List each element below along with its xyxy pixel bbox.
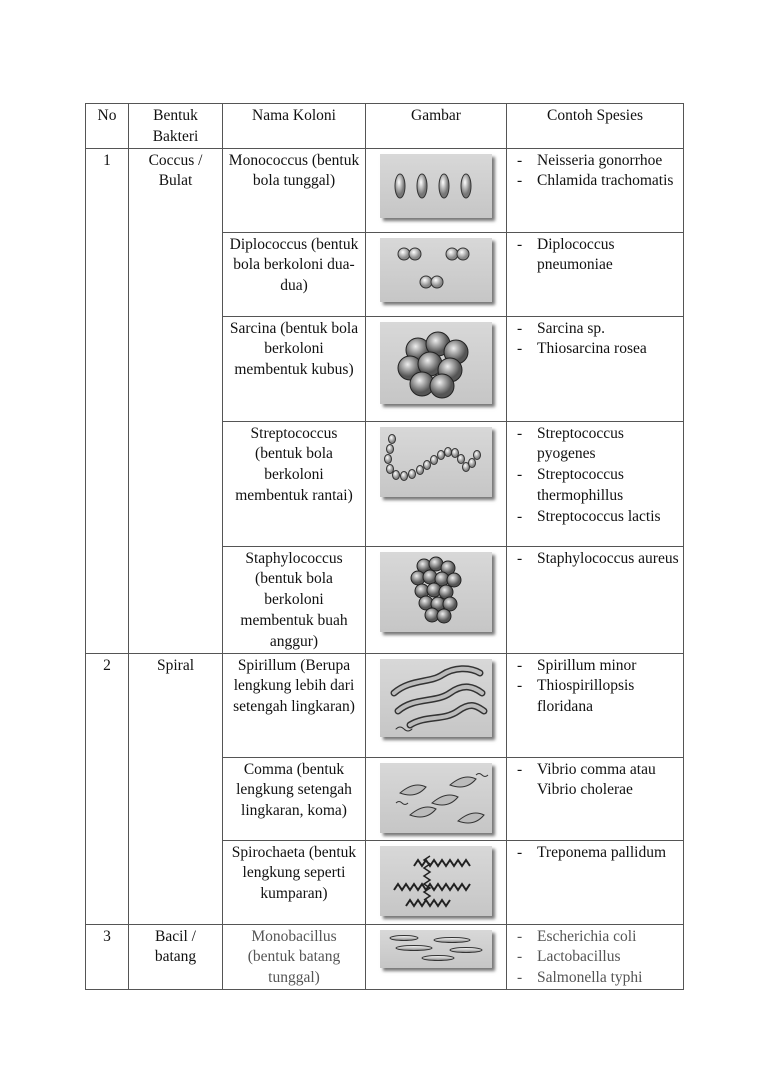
species-cell [507,148,684,232]
species-item: - Neisseria gonorrhoe [511,151,679,172]
row-number: 1 [86,148,129,653]
colony-name: Spirochaeta (bentuk lengkung seperti kumparan) [223,840,366,924]
bacteria-shape: Spiral [129,653,223,924]
bacteria-shape: Bacil / batang [129,924,223,989]
header-no: No [86,104,129,149]
species-item: - Streptococcus lactis [511,507,679,528]
table-row [86,924,684,989]
colony-name: Spirillum (Berupa lengkung lebih dari setengah lingkaran) [223,653,366,757]
species-item: - Streptococcus thermophillus [511,465,679,507]
species-item: - Diplococcus pneumoniae [511,235,679,277]
species-cell [507,232,684,316]
species-cell [507,546,684,653]
image-cell [366,757,507,840]
species-cell [507,757,684,840]
species-item: - Treponema pallidum [511,843,679,864]
header-image: Gambar [366,104,507,149]
species-item: - Vibrio comma atau Vibrio cholerae [511,760,679,802]
species-item: - Salmonella typhi [511,968,679,989]
streptococcus-illustration [380,427,492,497]
image-cell [366,421,507,546]
table-row [86,653,684,757]
species-item: - Spirillum minor [511,656,679,677]
species-item: - Thiospirillopsis floridana [511,676,679,718]
colony-name: Monococcus (bentuk bola tunggal) [223,148,366,232]
comma-illustration [380,763,492,833]
colony-name: Sarcina (bentuk bola berkoloni membentuk kubus) [223,316,366,421]
row-number: 3 [86,924,129,989]
image-cell [366,148,507,232]
monococcus-illustration [380,154,492,218]
colony-name: Streptococcus (bentuk bola berkoloni membentuk rantai) [223,421,366,546]
header-colony: Nama Koloni [223,104,366,149]
species-cell [507,840,684,924]
image-cell [366,316,507,421]
monobacillus-illustration [380,930,492,968]
colony-name: Comma (bentuk lengkung setengah lingkaran, koma) [223,757,366,840]
colony-name: Staphylococcus (bentuk bola berkoloni membentuk buah anggur) [223,546,366,653]
row-number: 2 [86,653,129,924]
species-item: - Lactobacillus [511,947,679,968]
image-cell [366,232,507,316]
diplococcus-illustration [380,238,492,302]
spirillum-illustration [380,659,492,737]
species-cell [507,421,684,546]
header-shape: Bentuk Bakteri [129,104,223,149]
colony-name: Monobacillus (bentuk batang tunggal) [223,924,366,989]
species-item: - Staphylococcus aureus [511,549,679,570]
image-cell [366,840,507,924]
image-cell [366,924,507,989]
species-item: - Sarcina sp. [511,319,679,340]
colony-name: Diplococcus (bentuk bola berkoloni dua-dua) [223,232,366,316]
header-species: Contoh Spesies [507,104,684,149]
species-cell [507,316,684,421]
bacteria-table [85,103,684,990]
table-header-row [86,104,684,149]
species-item: - Chlamida trachomatis [511,171,679,192]
spirochaeta-illustration [380,846,492,916]
sarcina-illustration [380,322,492,404]
image-cell [366,546,507,653]
species-cell [507,924,684,989]
staphylococcus-illustration [380,552,492,632]
species-item: - Thiosarcina rosea [511,339,679,360]
species-item: - Streptococcus pyogenes [511,424,679,466]
species-item: - Escherichia coli [511,927,679,948]
image-cell [366,653,507,757]
bacteria-shape: Coccus / Bulat [129,148,223,653]
table-row [86,148,684,232]
species-cell [507,653,684,757]
